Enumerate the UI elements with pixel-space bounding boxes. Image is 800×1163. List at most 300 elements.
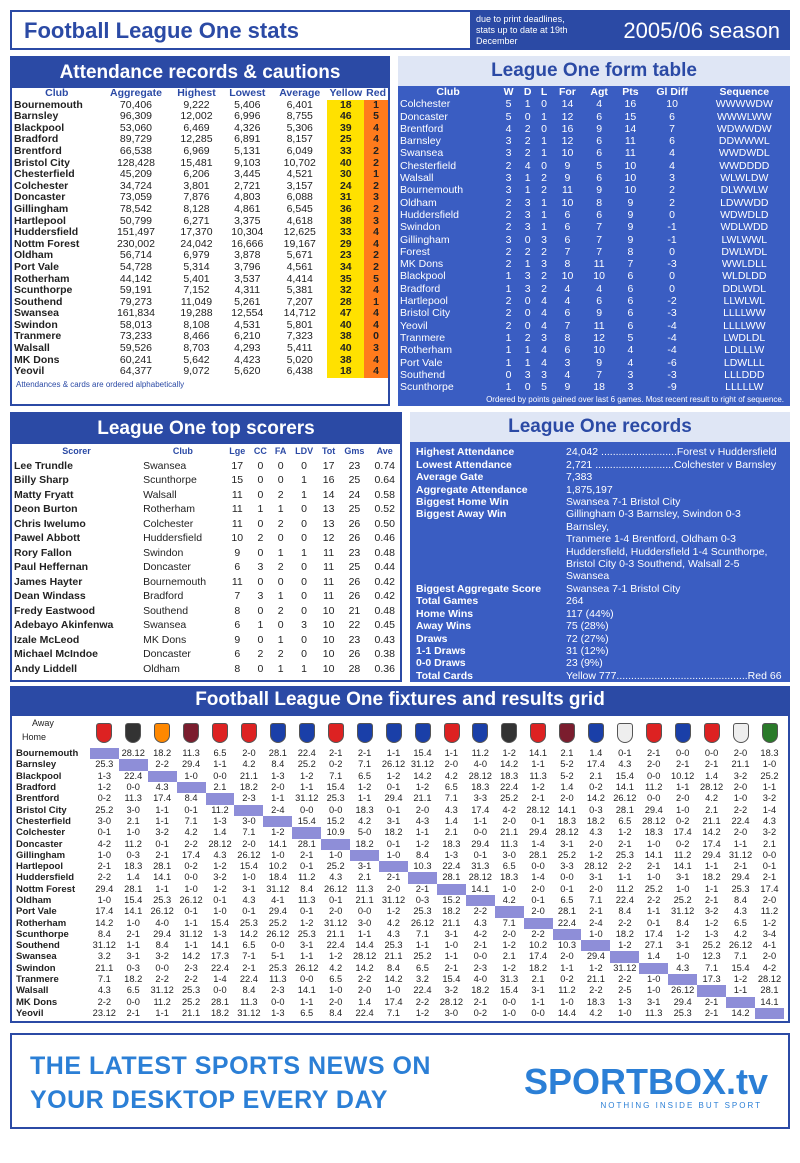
- result-cell: 11.3: [645, 1007, 663, 1018]
- club-name: Rotherham: [14, 272, 70, 285]
- result-cell: 3-0: [357, 917, 372, 928]
- stat-cell: 1: [301, 662, 307, 675]
- result-cell: 2-1: [242, 962, 256, 973]
- stat-cell: 1: [541, 208, 547, 221]
- stat-cell: 7: [596, 245, 603, 258]
- stat-cell: 4: [364, 239, 388, 251]
- result-cell: 18.3: [586, 996, 605, 1007]
- result-cell: 15.2: [442, 895, 461, 905]
- result-cell: 31.3: [500, 974, 519, 985]
- stat-cell: 11: [323, 590, 335, 603]
- result-cell: 0-0: [300, 974, 314, 985]
- stat-cell: 6,206: [183, 168, 210, 181]
- result-cell: 1-1: [271, 793, 285, 804]
- result-cell: 0-0: [271, 996, 285, 1007]
- stat-cell: 8: [564, 331, 571, 344]
- result-cell: 2-2: [618, 917, 632, 928]
- result-cell: 14.1: [210, 940, 230, 951]
- record-value: 264: [566, 595, 584, 608]
- stat-cell: 1: [301, 546, 307, 559]
- stat-cell: 1: [505, 344, 512, 357]
- result-cell: 1-3: [444, 849, 459, 860]
- result-cell: 2-2: [647, 895, 661, 905]
- stat-cell: 3: [257, 590, 264, 603]
- stat-cell: 0.36: [374, 662, 395, 675]
- stat-cell: 6: [669, 110, 676, 123]
- result-cell: 0-1: [184, 906, 198, 917]
- result-cell: 4.2: [242, 759, 256, 770]
- table-row: [398, 320, 790, 332]
- stat-cell: 1: [541, 110, 547, 123]
- stat-cell: 4: [505, 122, 512, 135]
- stat-cell: 8: [627, 245, 634, 258]
- result-cell: 0-0: [531, 861, 545, 872]
- result-cell: 1-0: [97, 849, 112, 860]
- result-cell: 2-1: [328, 748, 343, 759]
- result-cell: 2-2: [415, 996, 430, 1007]
- stat-cell: 5,401: [183, 272, 210, 285]
- result-cell: 1-2: [386, 770, 401, 781]
- record-label: Aggregate Attendance: [416, 483, 528, 496]
- home-club-name: Swindon: [16, 962, 56, 974]
- grid-row: [16, 782, 784, 793]
- stat-cell: WWLDLL: [721, 258, 767, 271]
- stat-cell: 6: [234, 619, 241, 632]
- result-cell: 25.3: [615, 849, 634, 860]
- stat-cell: Bournemouth: [143, 575, 207, 588]
- result-cell: 1-2: [300, 917, 314, 928]
- result-cell: 0-0: [473, 951, 487, 962]
- result-cell: 25.3: [297, 928, 316, 939]
- stat-cell: 6: [627, 282, 634, 295]
- result-cell: 25.3: [95, 759, 114, 770]
- result-cell: 0-0: [213, 985, 227, 996]
- stat-cell: 10: [593, 270, 605, 283]
- stat-cell: 2: [364, 204, 388, 216]
- stat-cell: 5,411: [286, 342, 313, 355]
- result-cell: 14.2: [500, 759, 519, 770]
- stat-cell: 24,042: [180, 237, 213, 250]
- club-name: Forest: [400, 245, 430, 258]
- result-cell: 28.1: [268, 748, 287, 759]
- table-row: [12, 575, 400, 590]
- result-cell: 1-2: [415, 838, 430, 849]
- result-cell: 2-0: [560, 793, 574, 804]
- grid-row: [16, 759, 784, 770]
- home-club-name: Nottm Forest: [16, 883, 76, 895]
- stat-cell: 19,167: [283, 237, 316, 250]
- club-name: Doncaster: [400, 110, 448, 123]
- scorer-name: Deon Burton: [14, 503, 78, 516]
- self-cell: [177, 782, 206, 793]
- home-club-name: Southend: [16, 940, 60, 952]
- result-cell: 2-0: [733, 748, 748, 759]
- result-cell: 2-0: [242, 748, 256, 759]
- result-cell: 0-3: [126, 962, 140, 973]
- club-name: Swindon: [14, 318, 58, 331]
- stat-cell: 17: [322, 459, 335, 472]
- crest-shape: [617, 723, 633, 743]
- result-cell: 1-2: [213, 861, 227, 872]
- result-cell: 2-2: [531, 928, 545, 939]
- result-cell: 14.2: [413, 770, 432, 781]
- result-cell: 31.12: [410, 759, 435, 770]
- result-cell: 10.2: [268, 861, 287, 872]
- stat-cell: 3: [524, 208, 531, 221]
- table-row: [398, 172, 790, 184]
- result-cell: 31.12: [728, 849, 753, 860]
- club-name: Port Vale: [14, 260, 59, 273]
- grid-row: [16, 793, 784, 804]
- stat-cell: 12: [593, 331, 605, 344]
- result-cell: 0-2: [589, 782, 603, 793]
- stat-cell: 4: [364, 308, 388, 320]
- table-row: [12, 662, 400, 677]
- stat-cell: 24: [348, 488, 361, 501]
- table-row: [12, 560, 400, 575]
- result-cell: 25.3: [413, 906, 432, 917]
- result-cell: 0-1: [328, 895, 343, 905]
- club-name: Brentford: [14, 144, 62, 157]
- result-cell: 2-0: [733, 827, 748, 838]
- stat-cell: 24: [327, 181, 364, 193]
- stat-cell: 4: [541, 307, 547, 320]
- stat-cell: -1: [667, 233, 677, 246]
- result-cell: 1-3: [213, 928, 227, 939]
- table-row: [12, 343, 388, 355]
- record-label: Biggest Away Win: [416, 508, 507, 521]
- stat-cell: 6,088: [286, 191, 313, 204]
- result-cell: 1-1: [415, 827, 430, 838]
- crest-shape: [762, 723, 778, 743]
- table-row: [398, 246, 790, 258]
- result-cell: 1-2: [704, 917, 719, 928]
- result-cell: 1-0: [618, 1007, 632, 1018]
- scorers-table: [12, 444, 400, 676]
- scorer-name: Adebayo Akinfenwa: [14, 619, 114, 632]
- result-cell: 14.2: [586, 793, 605, 804]
- result-cell: 2-1: [733, 861, 748, 872]
- result-cell: 1-1: [155, 883, 169, 894]
- result-cell: 18.2: [529, 962, 548, 973]
- result-cell: 18.2: [355, 838, 374, 849]
- stat-cell: -3: [667, 258, 677, 271]
- result-cell: 4-2: [473, 928, 487, 939]
- result-cell: 15.4: [210, 917, 230, 928]
- stat-cell: 0.42: [374, 575, 395, 588]
- record-label: Highest Attendance: [416, 446, 515, 459]
- club-name: Bournemouth: [14, 98, 83, 111]
- result-cell: 2-2: [155, 759, 169, 770]
- stat-cell: DDLWDL: [722, 282, 767, 295]
- scorer-name: Izale McLeod: [14, 633, 80, 646]
- stat-cell: LDLLLW: [724, 344, 765, 357]
- stat-cell: 9: [596, 356, 603, 369]
- result-cell: 14.1: [615, 782, 634, 793]
- result-cell: 31.12: [613, 962, 637, 973]
- result-cell: 2-1: [618, 838, 632, 849]
- stat-cell: 4: [564, 282, 571, 295]
- stat-cell: 10: [561, 270, 574, 283]
- record-row: [410, 595, 790, 607]
- stat-cell: 8: [234, 604, 241, 617]
- grid-row: [16, 940, 784, 951]
- grid-row: [16, 839, 784, 850]
- stat-cell: Walsall: [143, 488, 177, 501]
- result-cell: 11.3: [529, 770, 547, 781]
- result-cell: 1-2: [589, 962, 603, 973]
- stat-cell: 11: [231, 575, 243, 588]
- result-cell: 18.2: [471, 985, 490, 996]
- grid-row: [16, 872, 784, 883]
- result-cell: 29.4: [95, 883, 114, 894]
- stat-cell: 3: [669, 172, 676, 185]
- stat-cell: 6: [564, 221, 571, 234]
- stat-cell: Swansea: [143, 459, 187, 472]
- stat-cell: 2: [505, 307, 512, 320]
- stat-cell: 6,401: [286, 98, 313, 111]
- stat-cell: 3,796: [234, 260, 261, 273]
- home-club-name: Scunthorpe: [16, 928, 69, 940]
- stat-cell: 1: [541, 147, 547, 160]
- scorer-name: Paul Heffernan: [14, 561, 89, 574]
- result-cell: 28.12: [468, 770, 492, 781]
- result-cell: 17.3: [210, 951, 230, 962]
- stat-cell: Scunthorpe: [143, 474, 197, 487]
- result-cell: 2-2: [155, 974, 169, 985]
- record-value: 31 (12%): [566, 644, 609, 657]
- stat-cell: 4,423: [234, 353, 261, 366]
- result-cell: 1-1: [531, 996, 545, 1007]
- crest-shape: [154, 723, 170, 743]
- self-cell: [581, 940, 610, 951]
- table-row: [12, 488, 400, 503]
- stat-cell: 1: [541, 135, 547, 148]
- club-name: Bristol City: [400, 307, 451, 320]
- result-cell: 1-1: [155, 804, 169, 815]
- result-cell: 2-1: [357, 748, 372, 759]
- stat-cell: Huddersfield: [143, 532, 203, 545]
- stat-cell: 0: [257, 575, 264, 588]
- self-cell: [524, 918, 553, 929]
- stat-cell: 23: [327, 250, 364, 262]
- stat-cell: 18: [327, 100, 364, 112]
- result-cell: 2-1: [473, 996, 487, 1007]
- result-cell: 15.4: [124, 895, 143, 905]
- result-cell: 1-1: [444, 748, 459, 759]
- result-cell: 2-0: [589, 838, 603, 849]
- stat-cell: 7: [564, 245, 571, 258]
- stat-cell: 5,020: [286, 353, 313, 366]
- stat-cell: Swindon: [143, 546, 184, 559]
- record-row: [410, 670, 790, 682]
- result-cell: 29.4: [586, 951, 605, 962]
- column-header: Ave: [376, 446, 393, 457]
- result-cell: 4.3: [676, 962, 690, 973]
- result-cell: 21.1: [239, 770, 258, 781]
- result-cell: 18.3: [644, 827, 663, 838]
- club-crest-icon: [524, 721, 553, 745]
- home-label: Home: [22, 732, 47, 743]
- result-cell: 0-1: [155, 838, 169, 849]
- sportbox-ad[interactable]: [10, 1033, 790, 1129]
- result-cell: 0-2: [473, 1007, 487, 1018]
- result-cell: 21.1: [442, 917, 461, 928]
- result-cell: 6.5: [213, 748, 227, 759]
- club-crest-icon: [90, 721, 119, 745]
- table-row: [398, 381, 790, 393]
- stat-cell: 60,241: [119, 353, 153, 366]
- table-row: [398, 369, 790, 381]
- scorer-name: Pawel Abbott: [14, 532, 81, 545]
- table-row: [12, 146, 388, 158]
- crest-shape: [733, 723, 749, 743]
- stat-cell: 79,273: [119, 295, 153, 308]
- result-cell: 17.4: [644, 928, 663, 939]
- result-cell: 1-4: [762, 804, 777, 815]
- result-cell: 0-1: [242, 906, 256, 917]
- result-cell: 1-2: [213, 883, 227, 894]
- stat-cell: 73,233: [119, 330, 153, 343]
- stat-cell: 2: [364, 262, 388, 274]
- result-cell: 1-1: [531, 759, 545, 770]
- stat-cell: 5,642: [183, 353, 210, 366]
- record-row: [410, 608, 790, 620]
- result-cell: 5-2: [560, 770, 574, 781]
- club-crest-icon: [408, 721, 437, 745]
- club-crest-icon: [466, 721, 495, 745]
- record-row: [410, 583, 790, 595]
- club-name: Tranmere: [14, 330, 62, 343]
- result-cell: 1-1: [704, 883, 719, 894]
- stat-cell: 30: [327, 169, 364, 181]
- club-name: Gillingham: [14, 202, 69, 215]
- home-club-name: Blackpool: [16, 770, 62, 782]
- stat-cell: 8,157: [286, 133, 313, 146]
- table-row: [12, 285, 388, 297]
- stat-cell: 14: [561, 98, 574, 111]
- stat-cell: 59,191: [119, 284, 153, 297]
- result-cell: 8.4: [242, 985, 256, 996]
- result-cell: 29.4: [182, 759, 201, 770]
- result-cell: 0-1: [213, 895, 227, 905]
- result-cell: 1-0: [675, 883, 690, 894]
- stat-cell: 45,209: [119, 168, 153, 181]
- club-crest-icon: [235, 721, 264, 745]
- crest-shape: [675, 723, 691, 743]
- result-cell: 28.12: [439, 996, 463, 1007]
- result-cell: 31.12: [92, 940, 116, 951]
- result-cell: 1-0: [647, 838, 661, 849]
- result-cell: 1-1: [618, 872, 632, 883]
- result-cell: 28.1: [153, 861, 172, 872]
- stat-cell: 40: [327, 343, 364, 355]
- crest-shape: [328, 723, 344, 743]
- stat-cell: 5: [364, 274, 388, 286]
- club-name: Colchester: [14, 179, 69, 192]
- stat-cell: 12,285: [180, 133, 213, 146]
- result-cell: 26.12: [150, 906, 174, 917]
- stat-cell: 7: [669, 122, 676, 135]
- stat-cell: 0: [524, 319, 531, 332]
- stat-cell: 5: [505, 98, 512, 111]
- stat-cell: 6,545: [286, 202, 313, 215]
- stat-cell: 10: [322, 604, 335, 617]
- result-cell: 1-0: [126, 917, 140, 928]
- crest-shape: [212, 723, 228, 743]
- stat-cell: 23: [348, 459, 361, 472]
- result-cell: 0-3: [589, 804, 603, 815]
- stat-cell: 0: [257, 604, 264, 617]
- table-row: [12, 604, 400, 619]
- club-name: MK Dons: [14, 353, 60, 366]
- result-cell: 1-1: [560, 962, 574, 973]
- result-cell: 10.3: [557, 940, 577, 951]
- column-header: Average: [279, 87, 321, 99]
- result-cell: 1-4: [531, 838, 545, 849]
- stat-cell: 0: [301, 648, 307, 661]
- stat-cell: 11,049: [180, 295, 213, 308]
- result-cell: 2-0: [415, 804, 430, 815]
- result-cell: 4-3: [415, 815, 430, 826]
- crest-shape: [125, 723, 141, 743]
- stat-cell: 10,702: [283, 156, 316, 169]
- stat-cell: 7,323: [286, 330, 313, 343]
- stat-cell: 13: [322, 517, 335, 530]
- stat-cell: 2: [524, 135, 531, 148]
- result-cell: 25.3: [384, 940, 403, 951]
- stat-cell: 1: [505, 356, 512, 369]
- result-cell: 4-1: [271, 895, 285, 905]
- table-row: [398, 209, 790, 221]
- result-cell: 11.2: [153, 996, 171, 1007]
- result-cell: 15.4: [413, 748, 432, 759]
- record-value: Gillingham 0-3 Barnsley, Swindon 0-3 Barnsley,: [566, 508, 741, 533]
- stat-cell: 2: [505, 258, 512, 271]
- result-cell: 4-0: [473, 974, 487, 985]
- stat-cell: 18: [593, 381, 605, 394]
- result-cell: 22.4: [442, 861, 461, 872]
- stat-cell: -4: [667, 331, 677, 344]
- column-header: Pts: [622, 86, 639, 98]
- table-row: [398, 357, 790, 369]
- result-cell: 4.3: [444, 804, 458, 815]
- result-cell: 28.12: [642, 815, 666, 826]
- result-cell: 2-1: [647, 748, 661, 759]
- stat-cell: 0.52: [374, 503, 395, 516]
- stat-cell: 5,801: [286, 318, 313, 331]
- result-cell: 29.4: [384, 793, 403, 804]
- stat-cell: 4: [364, 355, 388, 367]
- stat-cell: WLDLDD: [722, 270, 767, 283]
- table-row: [12, 531, 400, 546]
- result-cell: 11.2: [471, 748, 489, 759]
- ad-line-2: YOUR DESKTOP EVERY DAY: [30, 1086, 388, 1115]
- self-cell: [119, 759, 148, 770]
- result-cell: 11.2: [124, 838, 142, 849]
- stat-cell: 3: [541, 368, 547, 381]
- stat-cell: 3: [524, 196, 531, 209]
- result-cell: 14.1: [124, 906, 143, 917]
- result-cell: 5-1: [271, 951, 285, 962]
- stat-cell: 1: [277, 662, 284, 675]
- result-cell: 0-1: [473, 849, 487, 860]
- result-cell: 4-1: [762, 940, 777, 951]
- result-cell: 2-5: [618, 985, 632, 996]
- result-cell: 11.2: [616, 883, 634, 894]
- result-cell: 14.2: [731, 1007, 750, 1018]
- stat-cell: -9: [667, 381, 677, 394]
